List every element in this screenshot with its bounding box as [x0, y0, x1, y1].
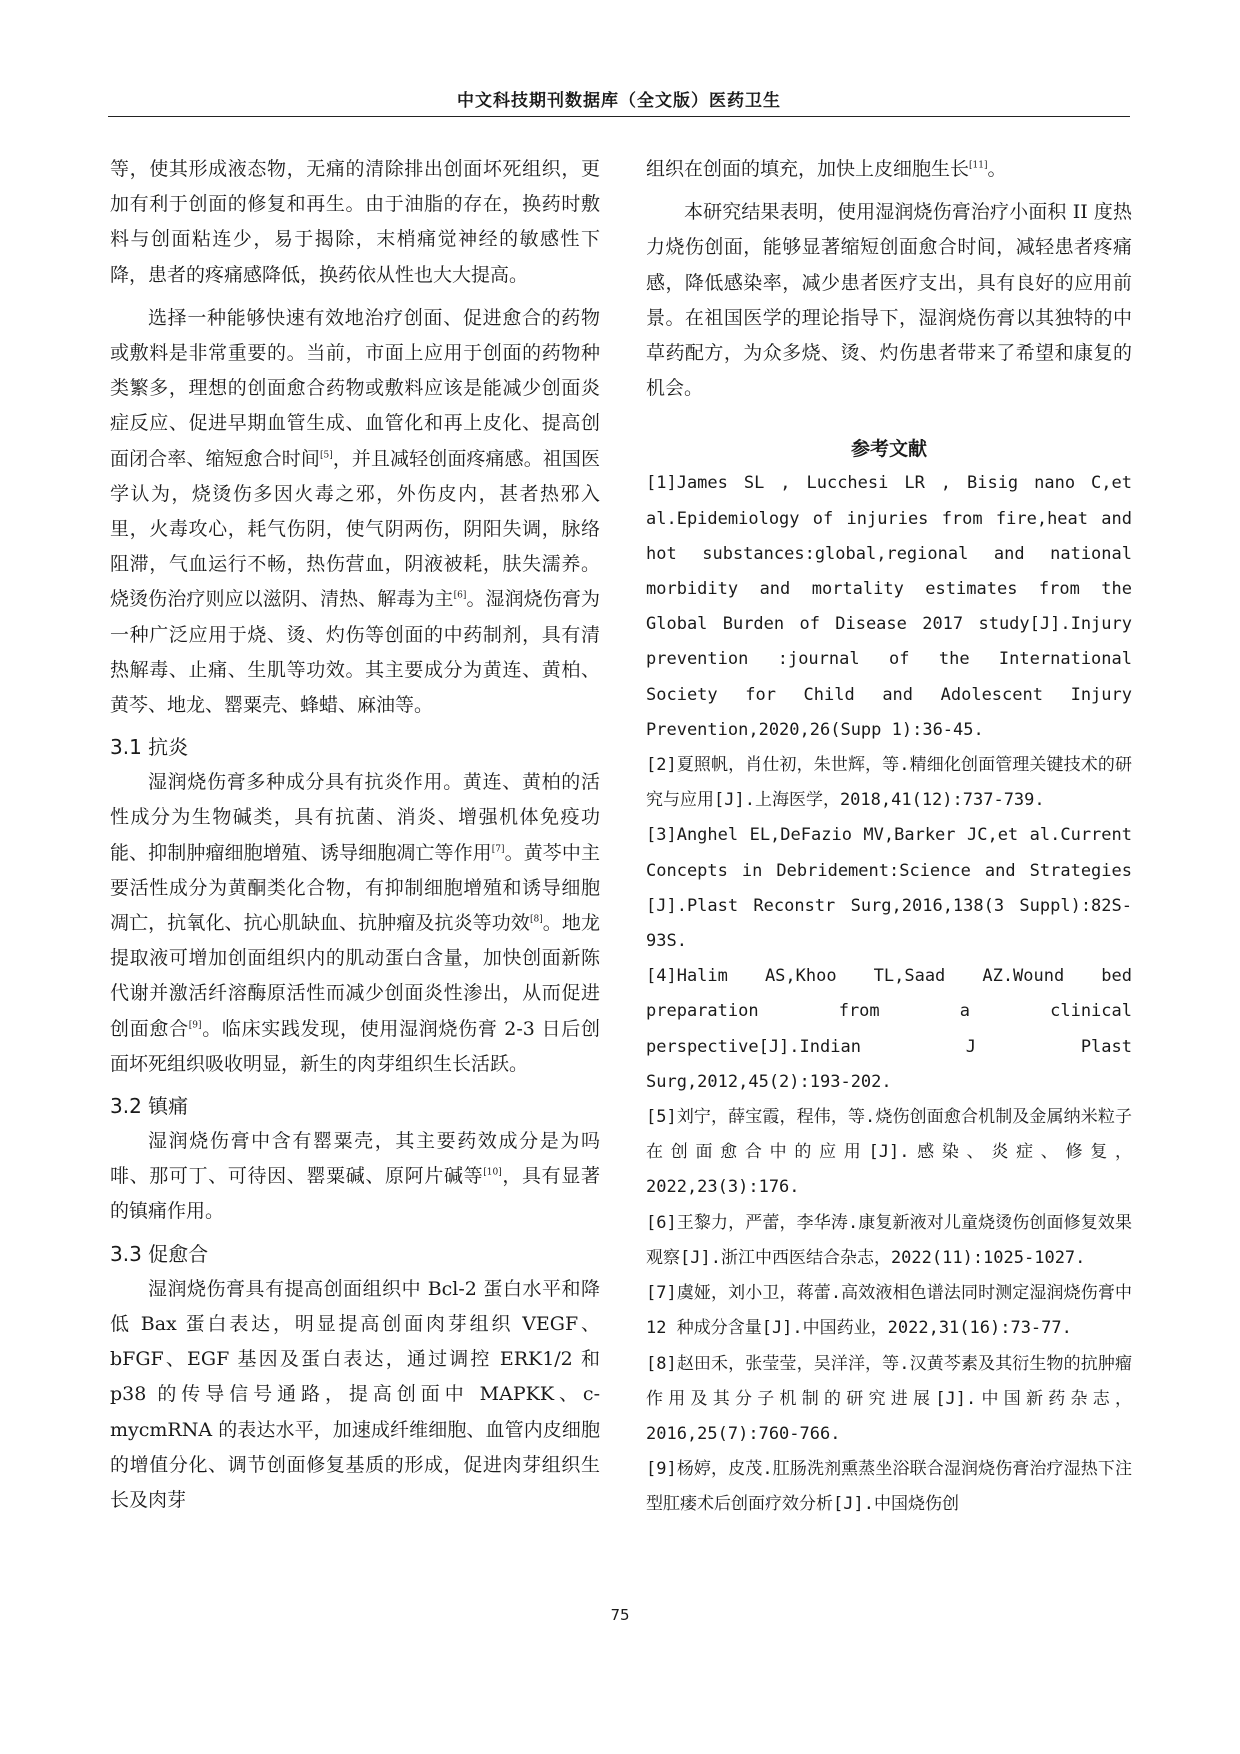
paragraph-healing: 湿润烧伤膏具有提高创面组织中 Bcl-2 蛋白水平和降低 Bax 蛋白表达，明显提高创面肉芽组织 VEGF、bFGF、EGF 基因及蛋白表达，通过调控 ERK1/2 和 p38 的传导信号通路，提高创面中 MAPKK、c-mycmRNA 的表达水平，加速成纤维细胞、血管内皮细胞的增值分化、调节创面修复基质的形成，促进肉芽组织生长及肉芽	[110, 1277, 600, 1511]
reference-item-9: [9]杨婷，皮茂.肛肠洗剂熏蒸坐浴联合湿润烧伤膏治疗湿热下注型肛瘘术后创面疗效分析[J].中国烧伤创	[646, 1459, 1132, 1515]
reference-item-7: [7]虞娅，刘小卫，蒋蕾.高效液相色谱法同时测定湿润烧伤膏中 12 种成分含量[J].中国药业，2022,31(16):73-77.	[646, 1283, 1132, 1339]
text-span: ，具有显著的镇痛作用。	[110, 1165, 600, 1223]
text-span: 。湿润烧伤膏为一种广泛应用于烧、烫、灼伤等创面的中药制剂，具有清热解毒、止痛、生肌等功效。其主要成分为黄连、黄柏、黄芩、地龙、罂粟壳、蜂蜡、麻油等。	[110, 588, 600, 717]
text-span: 。地龙提取液可增加创面组织内的肌动蛋白含量，加快创面新陈代谢并激活纤溶酶原活性而减少创面炎性渗出，从而促进创面愈合	[110, 912, 600, 1040]
reference-item-4: [4]Halim AS,Khoo TL,Saad AZ.Wound bed preparation from a clinical perspective[J].Indian J Plast Surg,2012,45(2):193-202.	[646, 966, 1132, 1092]
text-span: 湿润烧伤膏多种成分具有抗炎作用。黄连、黄柏的活性成分为生物碱类，具有抗菌、消炎、增强机体免疫功能、抑制肿瘤细胞增殖、诱导细胞凋亡等作用	[110, 771, 600, 864]
reference-item-5: [5]刘宁，薛宝霞，程伟，等.烧伤创面愈合机制及金属纳米粒子在创面愈合中的应用[J].感染、炎症、修复，2022,23(3):176.	[646, 1107, 1132, 1198]
references-heading: 参考文献	[850, 438, 927, 461]
citation: [8]	[529, 914, 543, 925]
reference-item-2: [2]夏照帆，肖仕初，朱世辉，等.精细化创面管理关键技术的研究与应用[J].上海医学，2018,41(12):737-739.	[646, 755, 1132, 811]
paragraph-anti-inflammatory	[110, 765, 600, 1082]
right-column	[646, 152, 1132, 1523]
paragraph-healing-cont	[646, 152, 1132, 187]
text-span: 。临床实践发现，使用湿润烧伤膏 2-3 日后创面坏死组织吸收明显，新生的肉芽组织生长活跃。	[110, 1017, 600, 1075]
paragraph-analgesic	[110, 1124, 600, 1230]
section-heading-3-2: 3.2 镇痛	[110, 1094, 189, 1119]
citation: [6]	[453, 591, 467, 602]
left-column	[110, 152, 600, 1518]
paragraph-treatment-choice	[110, 301, 600, 723]
paragraph-intro-cont: 等，使其形成液态物，无痛的清除排出创面坏死组织，更加有利于创面的修复和再生。由于油脂的存在，换药时敷料与创面粘连少，易于揭除，末梢痛觉神经的敏感性下降，患者的疼痛感降低，换药依从性也大大提高。	[110, 158, 600, 286]
section-heading-3-1: 3.1 抗炎	[110, 735, 189, 760]
page-number: 75	[610, 1606, 630, 1624]
citation: [9]	[188, 1020, 202, 1031]
reference-item-1: [1]James SL , Lucchesi LR , Bisig nano C,et al.Epidemiology of injuries from fire,heat and hot substances:global,regional and national morbidity and mortality estimates from the Global Burden of Disease 2017 study[J].Injury prevention :journal of the International Society for Child and Adolescent Injury Prevention,2020,26(Supp 1):36-45.	[646, 473, 1132, 740]
citation: [7]	[491, 844, 505, 855]
text-span: 组织在创面的填充，加快上皮细胞生长	[646, 158, 970, 180]
section-heading-3-3: 3.3 促愈合	[110, 1241, 209, 1266]
reference-item-6: [6]王黎力，严蕾，李华涛.康复新液对儿童烧烫伤创面修复效果观察[J].浙江中西医结合杂志，2022(11):1025-1027.	[646, 1212, 1132, 1268]
text-span: 选择一种能够快速有效地治疗创面、促进愈合的药物或敷料是非常重要的。当前，市面上应用于创面的药物种类繁多，理想的创面愈合药物或敷料应该是能减少创面炎症反应、促进早期血管生成、血管化和再上皮化、提高创面闭合率、缩短愈合时间	[110, 306, 600, 470]
reference-item-8: [8]赵田禾，张莹莹，吴洋洋，等.汉黄芩素及其衍生物的抗肿瘤作用及其分子机制的研究进展[J].中国新药杂志，2016,25(7):760-766.	[646, 1353, 1132, 1444]
paragraph-conclusion: 本研究结果表明，使用湿润烧伤膏治疗小面积 II 度热力烧伤创面，能够显著缩短创面愈合时间，减轻患者疼痛感，降低感染率，减少患者医疗支出，具有良好的应用前景。在祖国医学的理论指导下，湿润烧伤膏以其独特的中草药配方，为众多烧、烫、灼伤患者带来了希望和康复的机会。	[646, 201, 1132, 400]
citation: [5]	[319, 450, 333, 461]
text-span: 。黄芩中主要活性成分为黄酮类化合物，有抑制细胞增殖和诱导细胞凋亡，抗氧化、抗心肌缺血、抗肿瘤及抗炎等功效	[110, 841, 600, 935]
text-span: 。	[987, 158, 1007, 180]
header-rule	[108, 116, 1130, 117]
citation: [11]	[969, 160, 988, 171]
text-span: 湿润烧伤膏中含有罂粟壳，其主要药效成分是为吗啡、那可丁、可待因、罂粟碱、原阿片碱等	[110, 1130, 600, 1188]
reference-item-3: [3]Anghel EL,DeFazio MV,Barker JC,et al.Current Concepts in Debridement:Science and Strategies [J].Plast Reconstr Surg,2016,138(3 Suppl):82S-93S.	[646, 825, 1132, 952]
text-span: ，并且减轻创面疼痛感。祖国医学认为，烧烫伤多因火毒之邪，外伤皮内，甚者热邪入里，火毒攻心，耗气伤阴，使气阴两伤，阴阳失调，脉络阻滞，气血运行不畅，热伤营血，阴液被耗，肤失濡养。烧烫伤治疗则应以滋阴、清热、解毒为主	[110, 447, 600, 611]
citation: [10]	[483, 1167, 502, 1178]
journal-header: 中文科技期刊数据库（全文版）医药卫生	[457, 91, 781, 111]
